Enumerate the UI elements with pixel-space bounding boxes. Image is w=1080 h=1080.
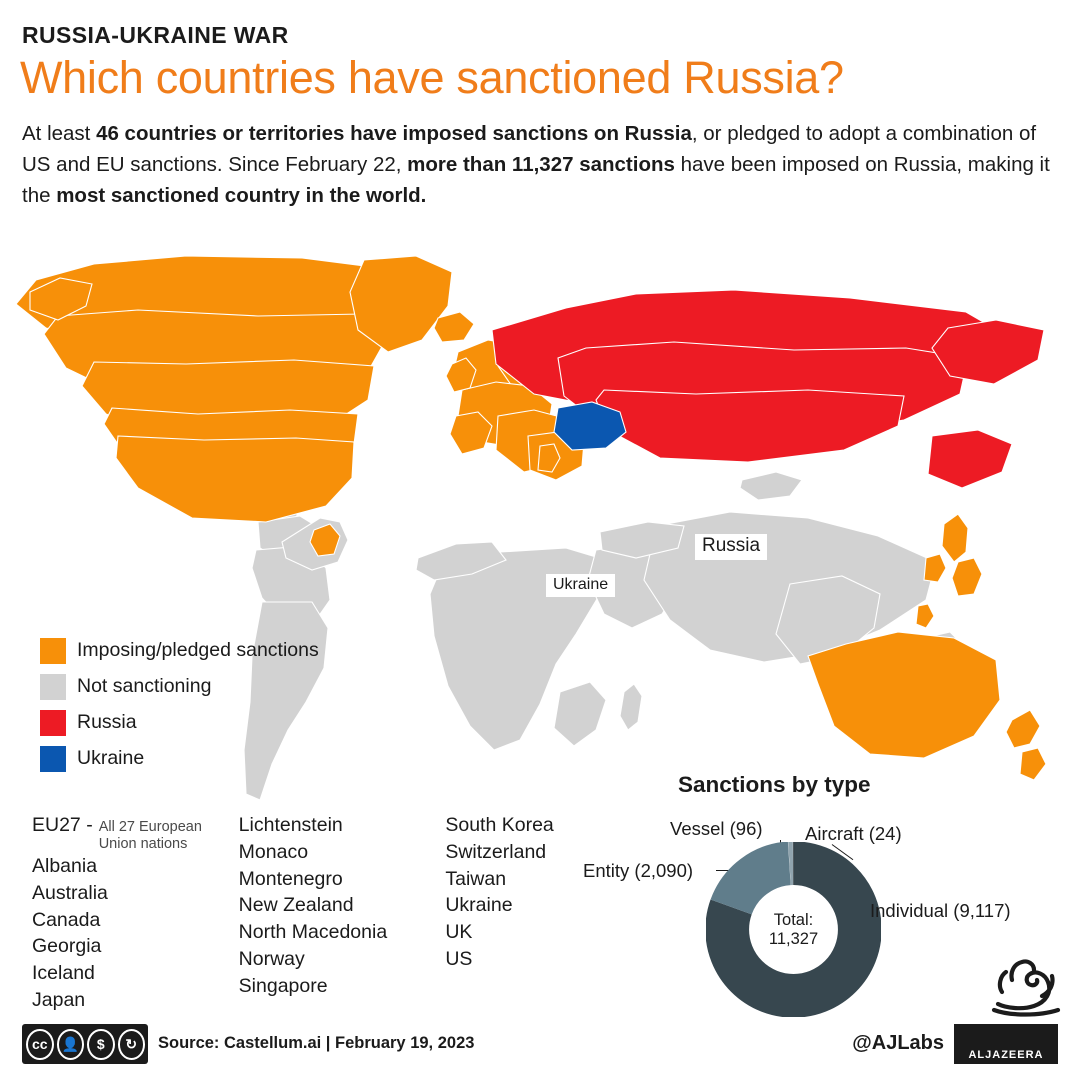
legend-label: Russia xyxy=(77,711,137,733)
list-item-eu27 xyxy=(32,812,239,853)
donut-center-label xyxy=(706,842,881,1017)
list-item: Norway xyxy=(238,947,305,970)
list-item: Ukraine xyxy=(445,894,513,917)
list-item: Switzerland xyxy=(445,840,547,863)
color-swatch-icon xyxy=(40,746,66,772)
list-item: Georgia xyxy=(32,935,102,958)
legend-label: Not sanctioning xyxy=(77,675,212,697)
list-item: Taiwan xyxy=(445,867,507,890)
list-item: US xyxy=(445,947,473,970)
legend-label: Imposing/pledged sanctions xyxy=(77,639,319,661)
list-item: Singapore xyxy=(238,974,328,997)
list-item: New Zealand xyxy=(238,894,354,917)
standfirst-bold-3: most sanctioned country in the world. xyxy=(56,184,427,207)
creative-commons-badge xyxy=(22,1024,148,1072)
list-item: UK xyxy=(445,921,473,944)
color-swatch-icon xyxy=(40,674,66,700)
map-label-ukraine: Ukraine xyxy=(546,574,615,597)
legend-label: Ukraine xyxy=(77,747,145,769)
footer xyxy=(0,1022,1080,1080)
standfirst xyxy=(22,118,1062,211)
eu27-label: EU27 - xyxy=(32,814,93,836)
legend-item-sanctioning xyxy=(40,638,340,664)
cc-nc-icon: $ NC xyxy=(87,1029,115,1060)
map-legend xyxy=(40,638,340,782)
legend-item-russia xyxy=(40,710,340,736)
source-credit: Source: Castellum.ai | February 19, 2023 xyxy=(158,1034,475,1052)
list-item: Montenegro xyxy=(238,867,343,890)
cc-icon: cc xyxy=(26,1029,54,1060)
chart-label-aircraft: Aircraft (24) xyxy=(805,823,902,844)
list-item: Monaco xyxy=(238,840,309,863)
aljazeera-arabic-mark-icon xyxy=(988,952,1064,1018)
cc-sa-label: SA xyxy=(125,1061,138,1072)
social-handle: @AJLabs xyxy=(852,1032,944,1054)
map-label-russia: Russia xyxy=(695,534,767,560)
color-swatch-icon xyxy=(40,710,66,736)
list-item: Iceland xyxy=(32,962,95,985)
standfirst-bold-2: more than 11,327 sanctions xyxy=(407,153,675,176)
page-title: Which countries have sanctioned Russia? xyxy=(20,52,844,103)
chart-label-individual: Individual (9,117) xyxy=(870,900,1011,921)
legend-item-ukraine xyxy=(40,746,340,772)
list-item: Japan xyxy=(32,988,86,1011)
standfirst-bold-1: 46 countries or territories have imposed sanctions on Russia xyxy=(96,122,692,145)
standfirst-text-1: At least xyxy=(22,122,97,145)
list-item: Albania xyxy=(32,855,98,877)
kicker: RUSSIA-UKRAINE WAR xyxy=(22,22,289,48)
legend-item-not-sanctioning xyxy=(40,674,340,700)
standfirst-text-3: have been imposed on Russia, making it the xyxy=(22,153,1050,207)
list-item: South Korea xyxy=(445,814,554,836)
standfirst-text-2: , or pledged to adopt a combination of US and EU sanctions. Since February 22, xyxy=(22,122,1037,176)
list-item: North Macedonia xyxy=(238,921,388,944)
donut-chart xyxy=(706,842,881,1017)
list-item: Lichtenstein xyxy=(238,814,343,836)
aljazeera-logo: ALJAZEERA xyxy=(954,1024,1058,1064)
donut-total-value: 11,327 xyxy=(768,929,819,948)
country-column-1 xyxy=(32,812,239,1014)
cc-nc-label: NC xyxy=(94,1061,108,1072)
donut-total-caption: Total: xyxy=(773,910,814,929)
list-item: Canada xyxy=(32,908,101,931)
cc-by-icon: 👤 BY xyxy=(57,1029,85,1060)
cc-by-label: BY xyxy=(64,1061,77,1072)
chart-title: Sanctions by type xyxy=(678,772,871,797)
eu27-note: All 27 European Union nations xyxy=(98,819,202,852)
country-list xyxy=(32,812,652,1014)
chart-label-entity: Entity (2,090) xyxy=(583,860,694,881)
color-swatch-icon xyxy=(40,638,66,664)
cc-sa-icon: ↻ SA xyxy=(118,1029,146,1060)
country-column-2 xyxy=(239,812,446,1014)
list-item: Australia xyxy=(32,881,108,904)
chart-label-vessel: Vessel (96) xyxy=(670,818,763,839)
